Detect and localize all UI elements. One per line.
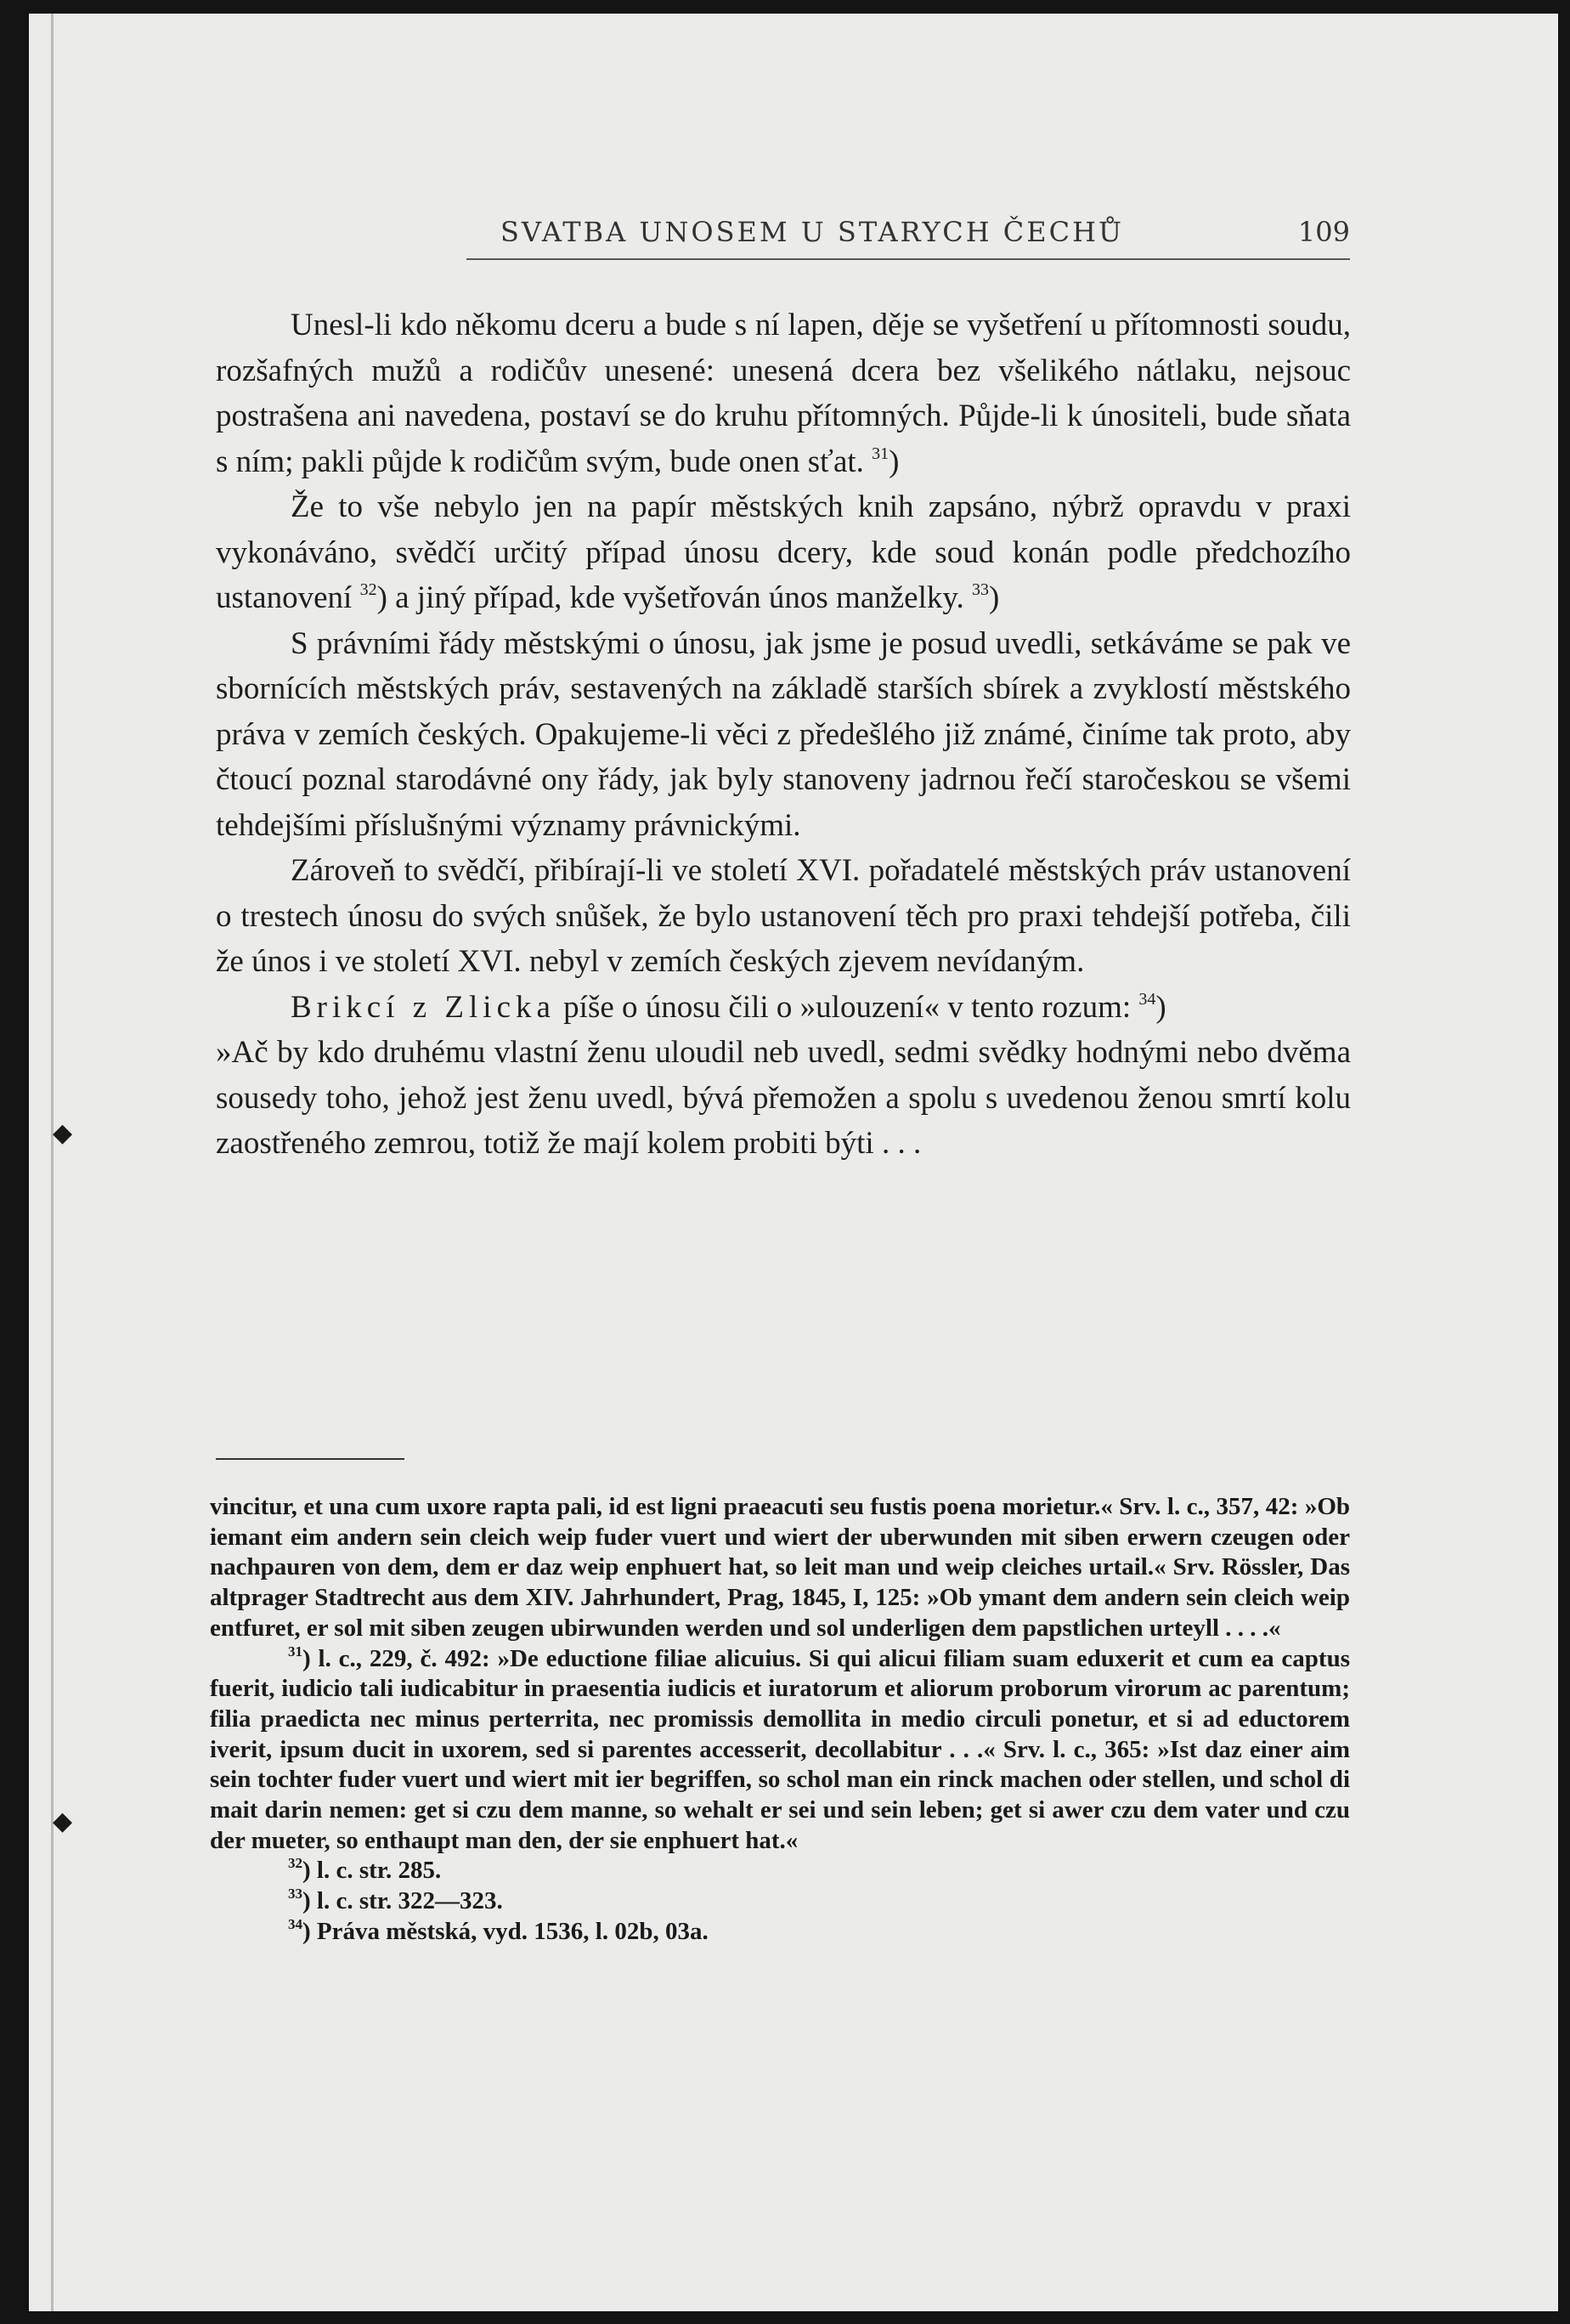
footnotes [210,1492,1350,1948]
paragraph: Unesl-li kdo někomu dceru a bude s ní lapen, děje se vyšetření u přítomnosti soudu, rozšafných mužů a rodičův unesené: unesená dcera bez všelikého nátlaku, nejsouc postrašena ani navedena, postaví se do kruhu přítomných. Půjde-li k únositeli, bude sňata s ním; pakli půjde k rodičům svým, bude onen sťat. $^{31}$) [216,308,1351,479]
quotation: »Ač by kdo druhému vlastní ženu uloudil neb uvedl, sedmi svědky hodnými nebo dvěma sousedy toho, jehož jest ženu uvedl, bývá přemožen a spolu s uvedenou ženou smrtí kolu zaostřeného zemrou, totiž že mají kolem probiti býti . . . [216,1035,1351,1161]
footnote-34: $^{34}$) Práva městská, vyd. 1536, l. 02b, 03a. [288,1915,709,1945]
book-page [29,14,1558,2311]
paragraph: S právními řády městskými o únosu, jak jsme je posud uvedli, setkáváme se pak ve sbornících městských práv, sestavených na základě starších sbírek a zvyklostí městského práva v zemích českých. Opakujeme-li věci z předešlého již známé, činíme tak proto, aby čtoucí poznal starodávné ony řády, jak byly stanoveny jadrnou řečí staročeskou se všemi tehdejšími příslušnými významy právnickými. [216,625,1351,843]
page-number: 109 [1297,216,1350,248]
page-header [466,216,1350,267]
footnote-ref[interactable]: 33 [971,580,989,599]
paragraph: Že to vše nebylo jen na papír městských knih zapsáno, nýbrž opravdu v praxi vykonáváno, svědčí určitý případ únosu dcery, kde soud konán podle předchozího ustanovení $^{32}$) a jiný případ, kde vyšetřován únos manželky. $^{33}$) [216,489,1351,615]
footnote-ref[interactable]: 31 [872,444,889,463]
footnote-33: $^{33}$) l. c. str. 322—323. [288,1886,503,1915]
margin-mark: ◆ [53,1807,73,1836]
running-title: SVATBA UNOSEM U STARYCH ČECHŮ [500,216,1124,248]
paragraph: Brikcí z Zlicka píše o únosu čili o »ulouzení« v tento rozum: $^{34}$) [291,989,1166,1025]
footnote-rule [216,1458,404,1460]
footnote-ref[interactable]: 32 [359,580,377,599]
header-rule [466,258,1350,260]
paragraph: Zároveň to svědčí, přibírají-li ve století XVI. pořadatelé městských práv ustanovení o trestech únosu do svých snůšek, že bylo ustanovení těch pro praxi tehdejší potřeba, čili že únos i ve století XVI. nebyl v zemích českých zjevem nevídaným. [216,853,1351,979]
margin-mark: ◆ [53,1118,73,1148]
footnote-continuation: vincitur, et una cum uxore rapta pali, id est ligni praeacuti seu fustis poena morietur.« Srv. l. c., 357, 42: »Ob iemant eim andern sein cleich weip fuder vuert und wiert der uberwunden mit siben erwern czeugen oder nachpauren von dem, dem er daz weip enphuert hat, so leit man und weip cleiches urtail.« Srv. Rössler, Das altprager Stadtrecht aus dem XIV. Jahrhundert, Prag, 1845, I, 125: »Ob ymant dem andern sein cleich weip entfuret, er sol mit siben zeugen ubirwunden werden und sol underligen dem papstlichen urteyll . . . .« [210,1493,1350,1642]
binding-edge [51,14,54,2311]
footnote-ref[interactable]: 34 [1138,989,1156,1009]
main-text [216,303,1351,1167]
footnote-32: $^{32}$) l. c. str. 285. [288,1855,442,1885]
footnote-31: $^{31}$) l. c., 229, č. 492: »De eductione filiae alicuius. Si qui alicui filiam suam eduxerit et cum ea captus fuerit, iudicio tali iudicabitur in praesentia iudicis et iuratorum et aliorum proborum virorum ac parentum; filia praedicta nec minus perterrita, nec promissis demollita in medio circuli ponetur, et si ad eductorem iverit, ipsum ducit in uxorem, sed si parentes accesserit, decollabitur . . .« Srv. l. c., 365: »Ist daz einer aim sein tochter fuder vuert und wiert mit ier begriffen, so schol man ein rinck machen oder stellen, und schol di mait darin nemen: get si czu dem manne, so wehalt er sei und sein leben; get si awer czu dem vater und czu der mueter, so enthaupt man den, der sie enphuert hat.« [210,1643,1350,1854]
author-name: Brikcí z Zlicka [291,989,556,1025]
